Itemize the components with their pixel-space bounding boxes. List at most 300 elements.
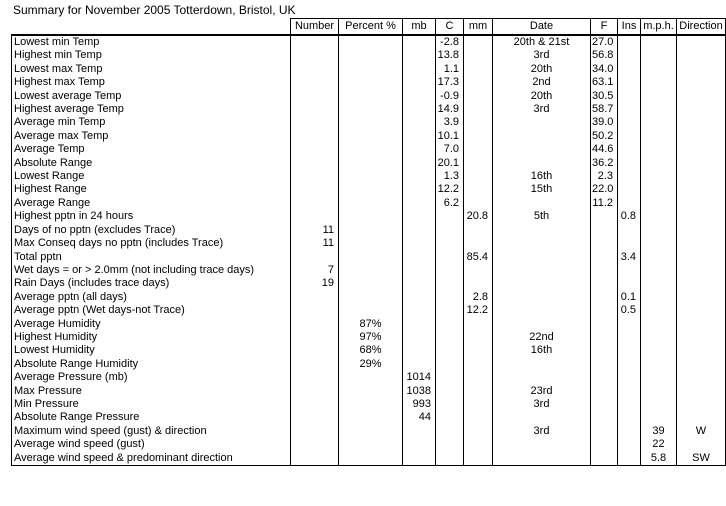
- cell-mm: [464, 398, 493, 411]
- cell-date: [493, 116, 591, 129]
- cell-ins: [618, 438, 641, 451]
- table-row: [12, 143, 726, 156]
- cell-date: [493, 237, 591, 250]
- cell-ins: [618, 49, 641, 62]
- cell-number: [291, 291, 339, 304]
- table-row: [12, 210, 726, 223]
- cell-c: [436, 318, 464, 331]
- cell-c: [436, 425, 464, 438]
- cell-f: [591, 210, 618, 223]
- cell-date: [493, 438, 591, 451]
- cell-percent: [339, 76, 403, 89]
- table-row: [12, 452, 726, 466]
- cell-number: [291, 331, 339, 344]
- cell-mb: [403, 143, 436, 156]
- cell-mm: [464, 277, 493, 290]
- cell-label: Lowest max Temp: [12, 63, 291, 76]
- cell-f: [591, 411, 618, 424]
- cell-mph: [641, 318, 677, 331]
- cell-f: 58.7: [591, 103, 618, 116]
- cell-direction: [677, 170, 726, 183]
- cell-mph: [641, 224, 677, 237]
- cell-mb: [403, 63, 436, 76]
- cell-f: 36.2: [591, 157, 618, 170]
- cell-c: [436, 344, 464, 357]
- cell-ins: [618, 237, 641, 250]
- cell-date: [493, 157, 591, 170]
- cell-f: 27.0: [591, 35, 618, 49]
- cell-percent: [339, 411, 403, 424]
- cell-mph: [641, 210, 677, 223]
- cell-label: Average Humidity: [12, 318, 291, 331]
- cell-mm: [464, 90, 493, 103]
- cell-percent: [339, 63, 403, 76]
- cell-c: [436, 304, 464, 317]
- cell-label: Wet days = or > 2.0mm (not including trace days): [12, 264, 291, 277]
- cell-number: [291, 76, 339, 89]
- cell-percent: [339, 385, 403, 398]
- cell-percent: [339, 90, 403, 103]
- cell-mph: [641, 76, 677, 89]
- cell-mph: [641, 304, 677, 317]
- cell-mm: 2.8: [464, 291, 493, 304]
- cell-f: 11.2: [591, 197, 618, 210]
- cell-mph: [641, 411, 677, 424]
- cell-f: [591, 304, 618, 317]
- cell-mph: 22: [641, 438, 677, 451]
- cell-date: [493, 452, 591, 466]
- cell-label: Average wind speed & predominant direction: [12, 452, 291, 466]
- cell-mb: [403, 251, 436, 264]
- cell-label: Rain Days (includes trace days): [12, 277, 291, 290]
- cell-direction: [677, 318, 726, 331]
- cell-f: [591, 398, 618, 411]
- cell-direction: [677, 277, 726, 290]
- cell-date: 3rd: [493, 49, 591, 62]
- cell-label: Average Temp: [12, 143, 291, 156]
- cell-percent: [339, 103, 403, 116]
- cell-f: [591, 277, 618, 290]
- cell-percent: 87%: [339, 318, 403, 331]
- cell-mm: [464, 130, 493, 143]
- cell-ins: [618, 425, 641, 438]
- cell-c: 3.9: [436, 116, 464, 129]
- cell-c: [436, 452, 464, 466]
- cell-number: [291, 344, 339, 357]
- cell-date: 3rd: [493, 425, 591, 438]
- cell-c: [436, 411, 464, 424]
- cell-mb: [403, 130, 436, 143]
- table-row: [12, 103, 726, 116]
- table-row: [12, 76, 726, 89]
- cell-mb: [403, 344, 436, 357]
- cell-ins: [618, 35, 641, 49]
- cell-mb: [403, 331, 436, 344]
- cell-mb: [403, 170, 436, 183]
- cell-mb: [403, 103, 436, 116]
- cell-ins: [618, 143, 641, 156]
- cell-date: 20th & 21st: [493, 35, 591, 49]
- cell-mph: 39: [641, 425, 677, 438]
- cell-number: [291, 170, 339, 183]
- cell-direction: [677, 358, 726, 371]
- cell-ins: [618, 170, 641, 183]
- cell-date: [493, 130, 591, 143]
- cell-c: [436, 398, 464, 411]
- cell-percent: [339, 425, 403, 438]
- cell-f: [591, 224, 618, 237]
- cell-ins: [618, 331, 641, 344]
- header-ins: Ins: [618, 19, 641, 36]
- cell-mb: [403, 210, 436, 223]
- header-label-cell: [12, 19, 291, 36]
- cell-percent: [339, 130, 403, 143]
- cell-ins: [618, 90, 641, 103]
- cell-mb: [403, 304, 436, 317]
- cell-mm: [464, 438, 493, 451]
- cell-number: [291, 49, 339, 62]
- cell-percent: [339, 371, 403, 384]
- cell-label: Average wind speed (gust): [12, 438, 291, 451]
- cell-c: [436, 385, 464, 398]
- cell-label: Maximum wind speed (gust) & direction: [12, 425, 291, 438]
- cell-ins: [618, 452, 641, 466]
- cell-mm: [464, 197, 493, 210]
- cell-direction: SW: [677, 452, 726, 466]
- cell-percent: [339, 210, 403, 223]
- cell-f: [591, 264, 618, 277]
- cell-direction: [677, 116, 726, 129]
- cell-date: [493, 291, 591, 304]
- cell-label: Lowest Range: [12, 170, 291, 183]
- header-mb: mb: [403, 19, 436, 36]
- cell-direction: [677, 157, 726, 170]
- table-row: [12, 183, 726, 196]
- table-row: [12, 90, 726, 103]
- cell-c: 1.1: [436, 63, 464, 76]
- cell-mm: [464, 49, 493, 62]
- table-row: [12, 197, 726, 210]
- cell-percent: [339, 157, 403, 170]
- cell-f: 63.1: [591, 76, 618, 89]
- cell-ins: [618, 344, 641, 357]
- cell-c: 1.3: [436, 170, 464, 183]
- cell-number: [291, 130, 339, 143]
- cell-label: Total pptn: [12, 251, 291, 264]
- cell-mm: [464, 331, 493, 344]
- cell-ins: [618, 371, 641, 384]
- cell-percent: [339, 304, 403, 317]
- cell-f: [591, 291, 618, 304]
- cell-f: [591, 331, 618, 344]
- table-row: [12, 291, 726, 304]
- cell-mb: 44: [403, 411, 436, 424]
- cell-mph: [641, 49, 677, 62]
- cell-label: Highest average Temp: [12, 103, 291, 116]
- table-row: [12, 398, 726, 411]
- cell-date: [493, 411, 591, 424]
- cell-percent: [339, 264, 403, 277]
- table-row: [12, 251, 726, 264]
- cell-f: [591, 452, 618, 466]
- table-row: [12, 264, 726, 277]
- cell-ins: [618, 63, 641, 76]
- cell-c: -0.9: [436, 90, 464, 103]
- cell-date: 22nd: [493, 331, 591, 344]
- header-percent: Percent %: [339, 19, 403, 36]
- header-f: F: [591, 19, 618, 36]
- cell-ins: [618, 130, 641, 143]
- cell-mph: [641, 130, 677, 143]
- cell-number: [291, 103, 339, 116]
- cell-label: Average max Temp: [12, 130, 291, 143]
- cell-mm: [464, 371, 493, 384]
- cell-mb: [403, 291, 436, 304]
- cell-percent: [339, 237, 403, 250]
- cell-c: 6.2: [436, 197, 464, 210]
- cell-c: [436, 251, 464, 264]
- cell-number: [291, 358, 339, 371]
- cell-mph: [641, 385, 677, 398]
- cell-label: Average Pressure (mb): [12, 371, 291, 384]
- cell-c: [436, 224, 464, 237]
- cell-number: 19: [291, 277, 339, 290]
- table-row: [12, 344, 726, 357]
- cell-number: 11: [291, 224, 339, 237]
- header-number: Number: [291, 19, 339, 36]
- cell-label: Max Conseq days no pptn (includes Trace): [12, 237, 291, 250]
- cell-label: Lowest average Temp: [12, 90, 291, 103]
- cell-mb: [403, 425, 436, 438]
- cell-mb: [403, 237, 436, 250]
- cell-percent: [339, 398, 403, 411]
- cell-number: [291, 452, 339, 466]
- cell-mph: [641, 197, 677, 210]
- cell-direction: [677, 237, 726, 250]
- table-row: [12, 371, 726, 384]
- cell-mb: [403, 116, 436, 129]
- cell-mm: 85.4: [464, 251, 493, 264]
- cell-direction: [677, 438, 726, 451]
- cell-mph: [641, 157, 677, 170]
- cell-percent: [339, 116, 403, 129]
- cell-date: [493, 358, 591, 371]
- cell-direction: [677, 344, 726, 357]
- table-row: [12, 304, 726, 317]
- cell-number: [291, 438, 339, 451]
- cell-number: [291, 411, 339, 424]
- cell-date: 20th: [493, 90, 591, 103]
- cell-c: [436, 438, 464, 451]
- table-row: [12, 224, 726, 237]
- cell-label: Highest Range: [12, 183, 291, 196]
- page-title: Summary for November 2005 Totterdown, Bristol, UK: [13, 3, 296, 17]
- cell-direction: [677, 264, 726, 277]
- cell-number: 7: [291, 264, 339, 277]
- cell-date: 3rd: [493, 103, 591, 116]
- table-row: [12, 130, 726, 143]
- cell-percent: 68%: [339, 344, 403, 357]
- table-row: [12, 358, 726, 371]
- cell-mb: [403, 183, 436, 196]
- cell-f: 22.0: [591, 183, 618, 196]
- cell-mph: [641, 35, 677, 49]
- cell-mb: 1038: [403, 385, 436, 398]
- cell-f: [591, 344, 618, 357]
- cell-mb: [403, 452, 436, 466]
- cell-label: Absolute Range: [12, 157, 291, 170]
- cell-mm: [464, 143, 493, 156]
- cell-mm: [464, 224, 493, 237]
- cell-ins: 3.4: [618, 251, 641, 264]
- cell-direction: [677, 411, 726, 424]
- cell-ins: [618, 277, 641, 290]
- cell-mm: [464, 385, 493, 398]
- cell-f: 2.3: [591, 170, 618, 183]
- cell-mph: [641, 251, 677, 264]
- cell-f: 39.0: [591, 116, 618, 129]
- cell-label: Days of no pptn (excludes Trace): [12, 224, 291, 237]
- cell-c: [436, 371, 464, 384]
- cell-mph: [641, 116, 677, 129]
- table-row: [12, 318, 726, 331]
- cell-percent: [339, 49, 403, 62]
- cell-percent: [339, 291, 403, 304]
- summary-table: [11, 18, 726, 466]
- cell-number: [291, 63, 339, 76]
- table-row: [12, 157, 726, 170]
- cell-mph: [641, 183, 677, 196]
- cell-number: [291, 35, 339, 49]
- cell-f: [591, 318, 618, 331]
- cell-ins: [618, 264, 641, 277]
- cell-direction: [677, 35, 726, 49]
- cell-mph: [641, 103, 677, 116]
- cell-label: Absolute Range Pressure: [12, 411, 291, 424]
- cell-mph: [641, 90, 677, 103]
- cell-mb: [403, 35, 436, 49]
- cell-label: Highest min Temp: [12, 49, 291, 62]
- cell-c: [436, 331, 464, 344]
- cell-percent: 97%: [339, 331, 403, 344]
- cell-mph: [641, 237, 677, 250]
- cell-f: [591, 358, 618, 371]
- cell-mm: [464, 76, 493, 89]
- cell-mm: [464, 264, 493, 277]
- cell-percent: [339, 251, 403, 264]
- cell-mm: [464, 318, 493, 331]
- cell-label: Average min Temp: [12, 116, 291, 129]
- cell-f: 56.8: [591, 49, 618, 62]
- cell-number: 11: [291, 237, 339, 250]
- cell-mm: [464, 425, 493, 438]
- cell-ins: [618, 358, 641, 371]
- cell-c: 12.2: [436, 183, 464, 196]
- cell-c: 14.9: [436, 103, 464, 116]
- cell-mm: [464, 103, 493, 116]
- cell-label: Min Pressure: [12, 398, 291, 411]
- cell-f: 44.6: [591, 143, 618, 156]
- cell-number: [291, 197, 339, 210]
- cell-direction: [677, 103, 726, 116]
- cell-mph: [641, 170, 677, 183]
- cell-direction: [677, 385, 726, 398]
- table-row: [12, 331, 726, 344]
- cell-mb: [403, 157, 436, 170]
- cell-direction: [677, 76, 726, 89]
- cell-f: [591, 385, 618, 398]
- cell-direction: W: [677, 425, 726, 438]
- cell-mm: [464, 63, 493, 76]
- cell-date: [493, 143, 591, 156]
- cell-mb: [403, 76, 436, 89]
- cell-mph: [641, 358, 677, 371]
- cell-percent: 29%: [339, 358, 403, 371]
- cell-c: [436, 237, 464, 250]
- table-row: [12, 35, 726, 49]
- cell-c: 17.3: [436, 76, 464, 89]
- header-mph: m.p.h.: [641, 19, 677, 36]
- cell-c: 20.1: [436, 157, 464, 170]
- cell-f: [591, 251, 618, 264]
- cell-mb: [403, 224, 436, 237]
- table-row: [12, 49, 726, 62]
- cell-number: [291, 318, 339, 331]
- cell-mm: [464, 237, 493, 250]
- cell-percent: [339, 197, 403, 210]
- cell-mm: [464, 183, 493, 196]
- cell-mm: 20.8: [464, 210, 493, 223]
- cell-number: [291, 157, 339, 170]
- header-direction: Direction: [677, 19, 726, 36]
- cell-date: 16th: [493, 344, 591, 357]
- cell-direction: [677, 183, 726, 196]
- cell-percent: [339, 35, 403, 49]
- cell-label: Average pptn (Wet days-not Trace): [12, 304, 291, 317]
- cell-mm: [464, 358, 493, 371]
- cell-ins: [618, 116, 641, 129]
- cell-ins: [618, 76, 641, 89]
- cell-f: [591, 371, 618, 384]
- cell-number: [291, 90, 339, 103]
- cell-label: Lowest min Temp: [12, 35, 291, 49]
- cell-direction: [677, 210, 726, 223]
- cell-number: [291, 371, 339, 384]
- cell-mb: [403, 358, 436, 371]
- cell-c: [436, 210, 464, 223]
- cell-direction: [677, 251, 726, 264]
- cell-ins: [618, 197, 641, 210]
- table-row: [12, 425, 726, 438]
- cell-c: [436, 291, 464, 304]
- cell-number: [291, 398, 339, 411]
- cell-mb: [403, 90, 436, 103]
- cell-label: Average pptn (all days): [12, 291, 291, 304]
- cell-number: [291, 385, 339, 398]
- cell-mm: [464, 116, 493, 129]
- cell-direction: [677, 224, 726, 237]
- cell-f: [591, 425, 618, 438]
- cell-label: Absolute Range Humidity: [12, 358, 291, 371]
- cell-date: [493, 318, 591, 331]
- cell-mb: 993: [403, 398, 436, 411]
- cell-date: [493, 197, 591, 210]
- cell-ins: [618, 411, 641, 424]
- cell-ins: 0.1: [618, 291, 641, 304]
- cell-mb: [403, 264, 436, 277]
- cell-ins: [618, 385, 641, 398]
- cell-date: [493, 224, 591, 237]
